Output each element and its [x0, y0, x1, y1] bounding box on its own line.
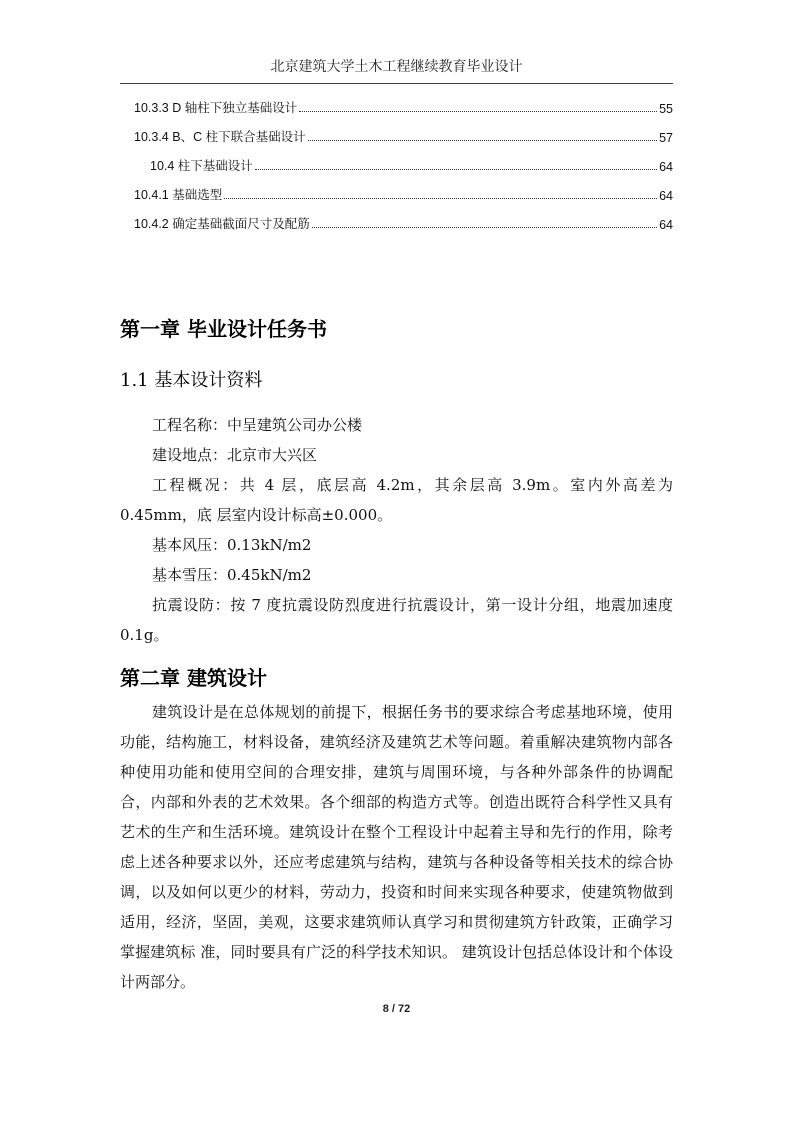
toc-entry-page: 64: [659, 218, 673, 232]
architecture-body: 建筑设计是在总体规划的前提下，根据任务书的要求综合考虑基地环境，使用功能，结构施工，材料设备，建筑经济及建筑艺术等问题。着重解决建筑物内部各种使用功能和使用空间的合理安排，建筑与周围环境，与各种外部条件的协调配合，内部和外表的艺术效果。各个细部的构造方式等。创造出既符合科学性又具有艺术的生产和生活环境。建筑设计在整个工程设计中起着主导和先行的作用，除考虑上述各种要求以外，还应考虑建筑与结构，建筑与各种设备等相关技术的综合协调，以及如何以更少的材料，劳动力，投资和时间来实现各种要求，使建筑物做到适用，经济，坚固，美观，这要求建筑师认真学习和贯彻建筑方针政策，正确学习掌握建筑标 准，同时要具有广泛的科学技术知识。 建筑设计包括总体设计和个体设计两部分。: [120, 703, 673, 991]
toc-entry-label: 10.3.3 D 轴柱下独立基础设计: [134, 101, 298, 115]
toc-entry-label: 10.4.1 基础选型: [134, 188, 223, 202]
toc-entry-label: 10.3.4 B、C 柱下联合基础设计: [134, 130, 306, 144]
wind-pressure: 基本风压：0.13kN/m2: [152, 536, 312, 554]
seismic-design: 抗震设防：按 7 度抗震设防烈度进行抗震设计，第一设计分组，地震加速度 0.1g。: [120, 596, 673, 644]
toc-entry-page: 64: [659, 160, 673, 174]
page-number: 8 / 72: [382, 1003, 411, 1015]
toc-entry-page: 55: [659, 102, 673, 116]
page-header: 北京建筑大学土木工程继续教育毕业设计: [270, 59, 523, 75]
toc-entry[interactable]: [134, 125, 673, 145]
toc-leader: [308, 139, 658, 141]
project-overview: 工程概况：共 4 层，底层高 4.2m，其余层高 3.9m。室内外高差为 0.45mm，底 层室内设计标高±0.000。: [120, 476, 673, 524]
header-divider: [120, 83, 673, 84]
toc-entry[interactable]: [134, 96, 673, 116]
chapter-1-title: 第一章 毕业设计任务书: [120, 317, 327, 341]
toc-entry-label: 10.4.2 确定基础截面尺寸及配筋: [134, 217, 310, 231]
snow-pressure: 基本雪压：0.45kN/m2: [152, 566, 312, 584]
toc-leader: [224, 197, 657, 199]
section-1-1-title: 1.1 基本设计资料: [120, 370, 263, 391]
toc-entry[interactable]: [150, 154, 673, 174]
project-location: 建设地点：北京市大兴区: [152, 446, 318, 464]
toc-entry-page: 57: [659, 131, 673, 145]
toc-entry-page: 64: [659, 189, 673, 203]
toc-leader: [299, 110, 657, 112]
toc-leader: [255, 168, 657, 170]
toc-entry-label: 10.4 柱下基础设计: [150, 159, 253, 173]
chapter-2-title: 第二章 建筑设计: [120, 666, 267, 690]
project-name: 工程名称：中呈建筑公司办公楼: [152, 416, 363, 434]
toc-leader: [312, 226, 657, 228]
toc-entry[interactable]: [134, 212, 673, 232]
toc-entry[interactable]: [134, 183, 673, 203]
